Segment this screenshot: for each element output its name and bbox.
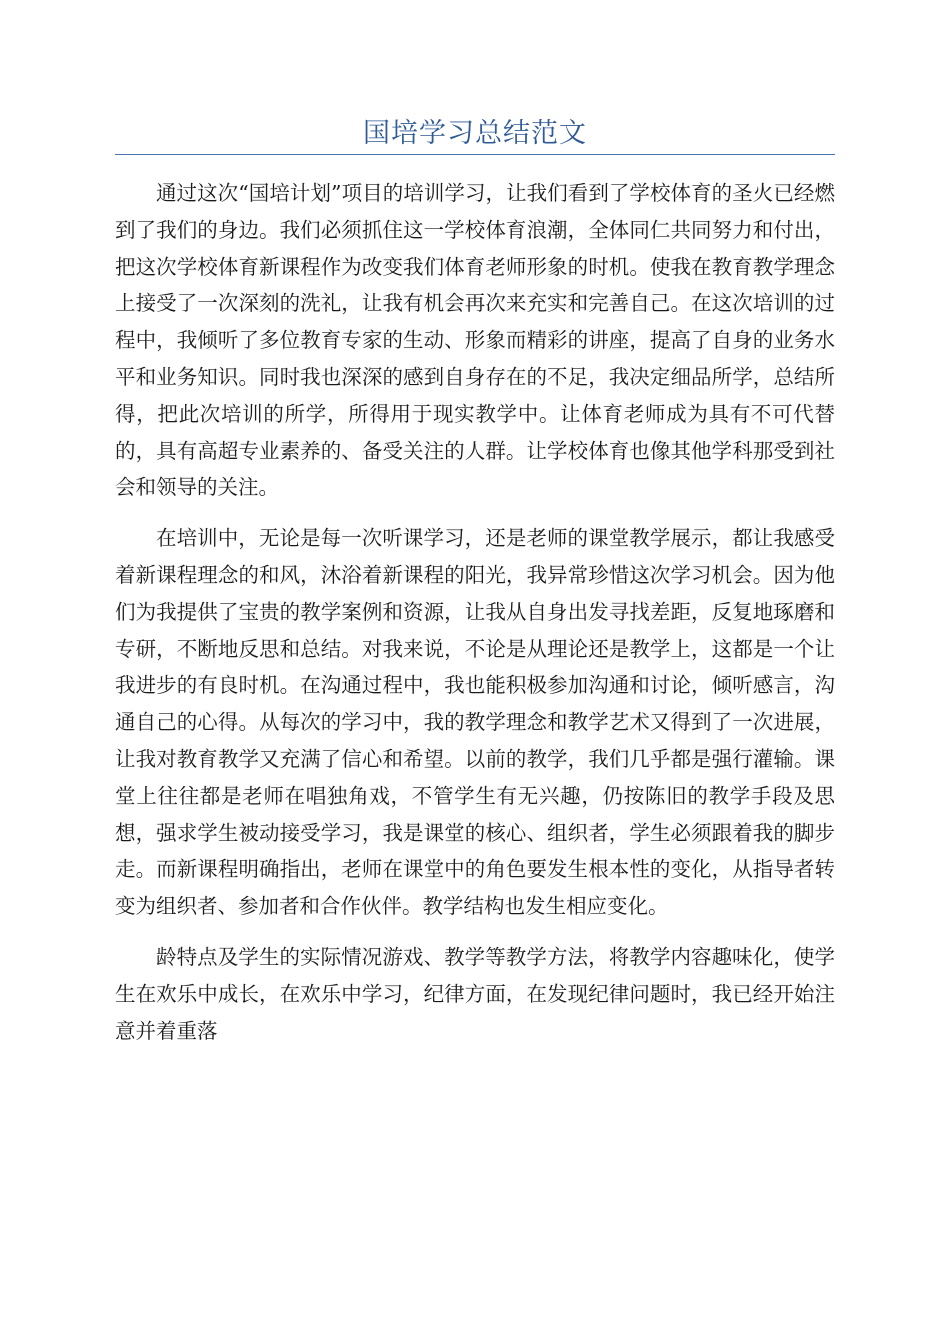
document-body [115, 175, 835, 1063]
paragraph-2: 在培训中，无论是每一次听课学习，还是老师的课堂教学展示，都让我感受着新课程理念的和风，沐浴着新课程的阳光，我异常珍惜这次学习机会。因为他们为我提供了宝贵的教学案例和资源，让我从自身出发寻找差距，反复地琢磨和专研，不断地反思和总结。对我来说，不论是从理论还是教学上，这都是一个让我进步的有良时机。在沟通过程中，我也能积极参加沟通和讨论，倾听感言，沟通自己的心得。从每次的学习中，我的教学理念和教学艺术又得到了一次进展，让我对教育教学又充满了信心和希望。以前的教学，我们几乎都是强行灌输。课堂上往往都是老师在唱独角戏，不管学生有无兴趣，仍按陈旧的教学手段及思想，强求学生被动接受学习，我是课堂的核心、组织者，学生必须跟着我的脚步走。而新课程明确指出，老师在课堂中的角色要发生根本性的变化，从指导者转变为组织者、参加者和合作伙伴。教学结构也发生相应变化。 [115, 526, 835, 919]
document-title: 国培学习总结范文 [363, 118, 587, 149]
paragraph-1: 通过这次“国培计划”项目的培训学习，让我们看到了学校体育的圣火已经燃到了我们的身边。我们必须抓住这一学校体育浪潮，全体同仁共同努力和付出，把这次学校体育新课程作为改变我们体育老师形象的时机。使我在教育教学理念上接受了一次深刻的洗礼，让我有机会再次来充实和完善自己。在这次培训的过程中，我倾听了多位教育专家的生动、形象而精彩的讲座，提高了自身的业务水平和业务知识。同时我也深深的感到自身存在的不足，我决定细品所学，总结所得，把此次培训的所学，所得用于现实教学中。让体育老师成为具有不可代替的，具有高超专业素养的、备受关注的人群。让学校体育也像其他学科那受到社会和领导的关注。 [115, 181, 835, 500]
title-underline [115, 154, 835, 155]
paragraph-3: 龄特点及学生的实际情况游戏、教学等教学方法，将教学内容趣味化，使学生在欢乐中成长，在欢乐中学习，纪律方面，在发现纪律问题时，我已经开始注意并着重落 [115, 944, 835, 1043]
